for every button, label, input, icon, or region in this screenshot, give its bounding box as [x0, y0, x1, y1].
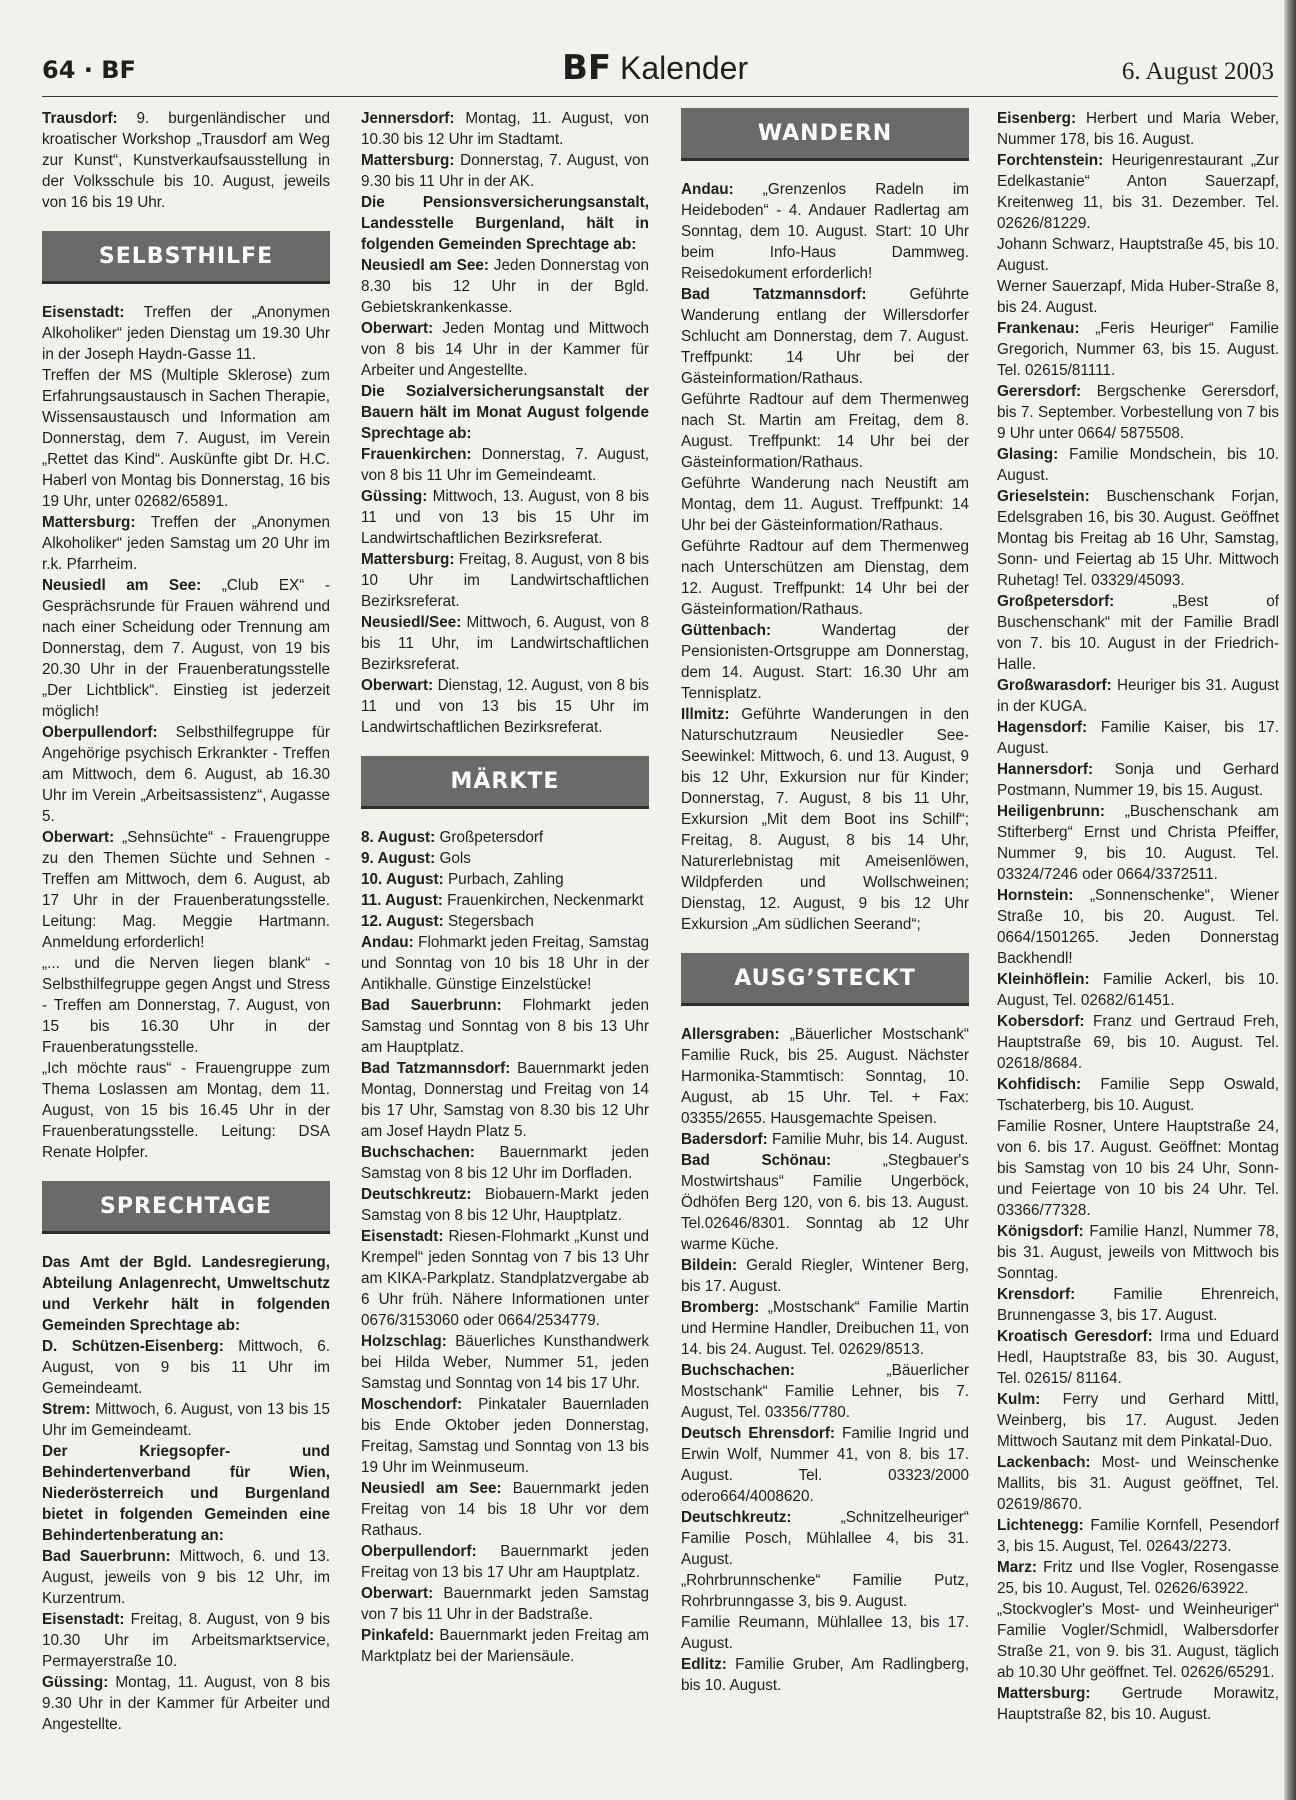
entry-text: „Mostschank“ Familie Martin und Hermine Handler, Dreibuchen 11, von 14. bis 24. August. Tel. 02629/8513.	[681, 1299, 969, 1358]
entry-text: Familie Muhr, bis 14. August.	[767, 1131, 969, 1148]
entry-place: Buchschachen:	[681, 1362, 795, 1379]
entry-place: Deutschkreutz:	[681, 1509, 792, 1526]
listing-entry	[681, 473, 969, 536]
listing-entry	[997, 759, 1279, 801]
entry-text: Familie Kaiser, bis 17. August.	[997, 719, 1279, 757]
section-intro: Das Amt der Bgld. Landesregierung, Abteilung Anlagenrecht, Umweltschutz und Verkehr hält in folgenden Gemeinden Sprechtage ab:	[42, 1254, 330, 1334]
listing-entry	[361, 444, 649, 486]
listing-entry	[997, 969, 1279, 1011]
entry-text: Montag, 11. August, von 10.30 bis 12 Uhr im Stadtamt.	[361, 110, 649, 148]
entry-text: Bäuerliches Kunsthandwerk bei Hilda Weber, Nummer 51, jeden Samstag und Sonntag von 14 bis 17 Uhr.	[361, 1333, 649, 1392]
listing-entry	[361, 932, 649, 995]
entry-text: Sonja und Gerhard Postmann, Nummer 19, bis 15. August.	[997, 761, 1279, 799]
entry-place: Neusiedl/See:	[361, 614, 462, 631]
listing-entry	[42, 1546, 330, 1609]
entry-place: Andau:	[681, 181, 734, 198]
listing-entry	[42, 722, 330, 827]
issue-date: 6. August 2003	[1121, 58, 1274, 85]
entry-place: Großpetersdorf:	[997, 593, 1115, 610]
listing-entry	[42, 108, 330, 213]
entry-place: Illmitz:	[681, 706, 730, 723]
entry-place: 12. August:	[361, 913, 444, 930]
listing-entry	[997, 444, 1279, 486]
entry-text: „Stegbauer's Mostwirtshaus“ Familie Ungerböck, Ödhöfen Berg 120, von 6. bis 13. August. Tel.02646/8301. Sonntag ab 12 Uhr warme Küche.	[681, 1152, 969, 1253]
listing-entry	[361, 675, 649, 738]
entry-text: Treffen der „Anonymen Alkoholiker“ jeden Samstag um 20 Uhr im r.k. Pfarrheim.	[42, 514, 330, 573]
listing-entry	[997, 1683, 1279, 1725]
listing-entry	[997, 801, 1279, 885]
entry-place: Kobersdorf:	[997, 1013, 1085, 1030]
listing-entry	[681, 1507, 969, 1570]
entry-text: Werner Sauerzapf, Mida Huber-Straße 8, bis 24. August.	[997, 278, 1279, 316]
entry-text: „Buschenschank am Stifterberg“ Ernst und Christa Pfeiffer, Nummer 9, bis 10. August. Tel. 03324/7246 oder 0664/3372511.	[997, 803, 1279, 883]
listing-entry	[361, 108, 649, 150]
entry-place: Güttenbach:	[681, 622, 772, 639]
entry-place: Glasing:	[997, 446, 1059, 463]
entry-place: Frankenau:	[997, 320, 1080, 337]
column-1	[42, 108, 330, 1735]
listing-entry	[681, 1423, 969, 1507]
entry-text: Familie Mondschein, bis 10. August.	[997, 446, 1279, 484]
listing-entry	[997, 1452, 1279, 1515]
entry-text: Frauenkirchen, Neckenmarkt	[442, 892, 644, 909]
entry-text: Geführte Radtour auf dem Thermenweg nach Unterschützen am Dienstag, dem 12. August. Treffpunkt: 14 Uhr bei der Gästeinformation/Rathaus.	[681, 538, 969, 618]
listing-entry	[361, 1583, 649, 1625]
entry-text: Familie Ehrenreich, Brunnengasse 3, bis 17. August.	[997, 1286, 1279, 1324]
entry-text: „... und die Nerven liegen blank“ - Selbsthilfegruppe gegen Angst und Stress - Treffen am Donnerstag, 7. August, von 15 bis 16.30 Uhr in der Frauenberatungsstelle.	[42, 955, 330, 1056]
entry-text: Bauernmarkt jeden Samstag von 7 bis 11 Uhr in der Badstraße.	[361, 1585, 649, 1623]
column-4	[997, 108, 1279, 1725]
listing-entry	[361, 869, 649, 890]
listing-entry	[997, 1326, 1279, 1389]
page-number: 64 · BF	[42, 56, 136, 84]
entry-text: Mittwoch, 6. August, von 8 bis 11 Uhr, im Landwirtschaftlichen Bezirksreferat.	[361, 614, 649, 673]
entry-place: Bad Schönau:	[681, 1152, 832, 1169]
listing-entry	[997, 885, 1279, 969]
listing-entry	[681, 1150, 969, 1255]
listing-entry	[997, 1389, 1279, 1452]
entry-text: Jeden Donnerstag von 8.30 bis 12 Uhr in der Bgld. Gebietskrankenkasse.	[361, 257, 649, 316]
entry-place: Trausdorf:	[42, 110, 118, 127]
entry-place: Deutsch Ehrensdorf:	[681, 1425, 836, 1442]
entry-text: Treffen der „Anonymen Alkoholiker“ jeden Dienstag um 19.30 Uhr in der Joseph Haydn-Gasse 11.	[42, 304, 330, 363]
entry-text: Riesen-Flohmarkt „Kunst und Krempel“ jeden Sonntag von 7 bis 13 Uhr am KIKA-Parkplatz. Standplatzvergabe ab 6 Uhr früh. Nähere Informationen unter 0676/3153060 oder 0664/2534779.	[361, 1228, 649, 1329]
listing-entry	[681, 1024, 969, 1129]
listing-entry	[681, 620, 969, 704]
entry-place: Frauenkirchen:	[361, 446, 472, 463]
listing-entry	[42, 1399, 330, 1441]
entry-text: Montag, 11. August, von 8 bis 9.30 Uhr in der Kammer für Arbeiter und Angestellte.	[42, 1674, 330, 1733]
entry-place: Mattersburg:	[42, 514, 136, 531]
entry-place: Großwarasdorf:	[997, 677, 1112, 694]
entry-place: Güssing:	[42, 1674, 109, 1691]
entry-text: Familie Rosner, Untere Hauptstraße 24, von 6. bis 17. August. Geöffnet: Montag bis Samstag von 10 bis 24 Uhr, Sonn- und Feiertage von 10 bis 24 Uhr. Tel. 03366/77328.	[997, 1118, 1279, 1219]
entry-text: Familie Ackerl, bis 10. August, Tel. 02682/61451.	[997, 971, 1279, 1009]
entry-text: Familie Gruber, Am Radlingberg, bis 10. August.	[681, 1656, 969, 1694]
entry-place: Mattersburg:	[361, 152, 455, 169]
entry-text: „Ich möchte raus“ - Frauengruppe zum Thema Loslassen am Montag, dem 11. August, von 15 bis 16.45 Uhr in der Frauenberatungsstelle. Leitung: DSA Renate Holpfer.	[42, 1060, 330, 1161]
entry-text: Bauernmarkt jeden Montag, Donnerstag und Freitag von 14 bis 17 Uhr, Samstag von 8.30 bis 12 Uhr am Josef Haydn Platz 5.	[361, 1060, 649, 1140]
entry-text: Mittwoch, 13. August, von 8 bis 11 und von 13 bis 15 Uhr im Landwirtschaftlichen Bezirksreferat.	[361, 488, 649, 547]
entry-text: „Club EX“ - Gesprächsrunde für Frauen während und nach einer Scheidung oder Trennung am Donnerstag, dem 7. August, von 19 bis 20.30 Uhr in der Frauenberatungsstelle „Der Lichtblick“. Einstieg ist jederzeit möglich!	[42, 577, 330, 720]
entry-place: Oberpullendorf:	[361, 1543, 477, 1560]
entry-place: Allersgraben:	[681, 1026, 780, 1043]
page-edge-shadow	[1284, 0, 1296, 1800]
entry-place: Hagensdorf:	[997, 719, 1088, 736]
entry-text: Familie Sepp Oswald, Tschaterberg, bis 10. August.	[997, 1076, 1279, 1114]
entry-place: Eisenstadt:	[42, 1611, 125, 1628]
listing-entry	[361, 1142, 649, 1184]
listing-entry	[361, 549, 649, 612]
entry-text: Familie Kornfell, Pesendorf 3, bis 15. August, Tel. 02643/2273.	[997, 1517, 1279, 1555]
listing-entry	[681, 536, 969, 620]
entry-text: Buschenschank Forjan, Edelsgraben 16, bis 30. August. Geöffnet Montag bis Freitag ab 16 Uhr, Samstag, Sonn- und Feiertag ab 15 Uhr. Mittwoch Ruhetag! Tel. 03329/45093.	[997, 488, 1279, 589]
listing-entry	[681, 284, 969, 389]
listing-entry	[681, 179, 969, 284]
listing-entry	[361, 1184, 649, 1226]
listing-entry	[42, 512, 330, 575]
section-name: Kalender	[620, 50, 749, 86]
section-banner: SELBSTHILFE	[42, 231, 330, 284]
entry-text: „Schnitzelheuriger“ Familie Posch, Mühlallee 4, bis 31. August.	[681, 1509, 969, 1568]
entry-place: Jennersdorf:	[361, 110, 455, 127]
entry-place: Bad Tatzmannsdorf:	[361, 1060, 511, 1077]
listing-entry	[681, 1129, 969, 1150]
entry-text: Familie Hanzl, Nummer 78, bis 31. August, jeweils von Mittwoch bis Sonntag.	[997, 1223, 1279, 1282]
entry-text: Familie Reumann, Mühlallee 13, bis 17. August.	[681, 1614, 969, 1652]
entry-place: Gerersdorf:	[997, 383, 1082, 400]
entry-text: „Bäuerlicher Mostschank“ Familie Lehner, bis 7. August, Tel. 03356/7780.	[681, 1362, 969, 1421]
listing-entry	[681, 1255, 969, 1297]
listing-entry	[361, 827, 649, 848]
listing-entry	[681, 1612, 969, 1654]
entry-place: Güssing:	[361, 488, 428, 505]
section-intro: Die Pensionsversicherungsanstalt, Landesstelle Burgenland, hält in folgenden Gemeinden Sprechtage ab:	[361, 194, 649, 253]
entry-place: Bromberg:	[681, 1299, 760, 1316]
listing-entry	[42, 1672, 330, 1735]
entry-text: Heurigenrestaurant „Zur Edelkastanie“ Anton Sauerzapf, Kreitenweg 11, bis 31. Dezember. Tel. 02626/81229.	[997, 152, 1279, 232]
entry-text: 9. burgenländischer und kroatischer Workshop „Trausdorf am Weg zur Kunst“, Kunstverkaufsausstellung in der Volksschule bis 10. August, jeweils von 16 bis 19 Uhr.	[42, 110, 330, 211]
entry-text: Pinkataler Bauernladen bis Ende Oktober jeden Donnerstag, Freitag, Samstag und Sonntag von 13 bis 19 Uhr im Weinmuseum.	[361, 1396, 649, 1476]
section-title	[562, 48, 748, 88]
entry-place: Andau:	[361, 934, 414, 951]
entry-text: Mittwoch, 6. August, von 9 bis 11 Uhr im Gemeindeamt.	[42, 1338, 331, 1397]
entry-text: Bauernmarkt jeden Freitag am Marktplatz bei der Mariensäule.	[361, 1627, 649, 1665]
listing-entry	[997, 1599, 1279, 1683]
entry-place: Mattersburg:	[997, 1685, 1091, 1702]
entry-text: Biobauern-Markt jeden Samstag von 8 bis 12 Uhr, Hauptplatz.	[361, 1186, 649, 1224]
entry-place: Eisenberg:	[997, 110, 1077, 127]
listing-entry	[997, 1116, 1279, 1221]
entry-text: „Rohrbrunnschenke“ Familie Putz, Rohrbrunngasse 3, bis 9. August.	[681, 1572, 969, 1610]
entry-place: Oberpullendorf:	[42, 724, 158, 741]
entry-place: Oberwart:	[361, 320, 434, 337]
listing-entry	[997, 1221, 1279, 1284]
listing-entry	[361, 486, 649, 549]
listing-entry	[42, 1336, 330, 1399]
listing-entry	[361, 1625, 649, 1667]
entry-text: „Best of Buschenschank“ mit der Familie Bradl von 7. bis 10. August in der Friedrich-Halle.	[997, 593, 1279, 673]
entry-text: Flohmarkt jeden Samstag und Sonntag von 8 bis 13 Uhr am Hauptplatz.	[361, 997, 649, 1056]
listing-entry	[42, 827, 330, 953]
listing-entry	[361, 318, 649, 381]
listing-entry	[997, 1515, 1279, 1557]
entry-text: „Feris Heuriger“ Familie Gregorich, Nummer 63, bis 15. August. Tel. 02615/81111.	[997, 320, 1279, 379]
entry-place: Krensdorf:	[997, 1286, 1076, 1303]
entry-place: 10. August:	[361, 871, 444, 888]
entry-place: Buchschachen:	[361, 1144, 475, 1161]
listing-entry	[997, 591, 1279, 675]
entry-place: Heiligenbrunn:	[997, 803, 1105, 820]
listing-entry	[42, 575, 330, 722]
entry-place: Neusiedl am See:	[361, 1480, 502, 1497]
listing-entry	[997, 108, 1279, 150]
entry-place: Oberwart:	[42, 829, 115, 846]
listing-entry	[997, 486, 1279, 591]
entry-text: Irma und Eduard Hedl, Hauptstraße 83, bis 30. August, Tel. 02615/ 81164.	[997, 1328, 1279, 1387]
entry-place: Grieselstein:	[997, 488, 1090, 505]
page-header	[42, 48, 1278, 97]
entry-text: Freitag, 8. August, von 9 bis 10.30 Uhr im Arbeitsmarktservice, Permayerstraße 10.	[42, 1611, 330, 1670]
entry-text: Gols	[435, 850, 471, 867]
listing-entry	[681, 1654, 969, 1696]
entry-text: „Stockvogler's Most- und Weinheuriger“ Familie Vogler/Schmidl, Walbersdorfer Straße 21, von 9. bis 31. August, täglich ab 10.30 Uhr geöffnet. Tel. 02626/65291.	[997, 1601, 1279, 1681]
column-3	[681, 108, 969, 1696]
entry-text: Treffen der MS (Multiple Sklerose) zum Erfahrungsaustausch in Sachen Therapie, Wissensaustausch und Information am Donnerstag, dem 7. August, im Verein „Rettet das Kind“. Auskünfte gibt Dr. H.C. Haberl von Montag bis Donnerstag, 16 bis 19 Uhr, unter 02682/65891.	[42, 367, 330, 510]
entry-place: Eisenstadt:	[42, 304, 125, 321]
entry-place: Kroatisch Geresdorf:	[997, 1328, 1153, 1345]
entry-place: Bad Sauerbrunn:	[42, 1548, 171, 1565]
listing-entry	[997, 1557, 1279, 1599]
entry-place: Strem:	[42, 1401, 91, 1418]
listing-entry	[997, 1074, 1279, 1116]
section-banner: AUSG’STECKT	[681, 953, 969, 1006]
entry-place: 9. August:	[361, 850, 436, 867]
entry-text: „Sehnsüchte“ - Frauengruppe zu den Themen Süchte und Sehnen - Treffen am Mittwoch, dem 6. August, ab 17 Uhr in der Frauenberatungsstelle. Leitung: Mag. Meggie Hartmann. Anmeldung erforderlich!	[42, 829, 330, 951]
entry-place: Badersdorf:	[681, 1131, 768, 1148]
listing-entry	[681, 1570, 969, 1612]
listing-entry	[361, 612, 649, 675]
entry-text: Geführte Radtour auf dem Thermenweg nach St. Martin am Freitag, dem 8. August. Treffpunkt: 14 Uhr bei der Gästeinformation/Rathaus.	[681, 391, 969, 471]
entry-place: Bad Tatzmannsdorf:	[681, 286, 867, 303]
listing-entry	[997, 717, 1279, 759]
section-intro: Der Kriegsopfer- und Behindertenverband für Wien, Niederösterreich und Burgenland bietet in folgenden Gemeinden eine Behindertenberatung an:	[42, 1443, 330, 1544]
column-2	[361, 108, 649, 1667]
listing-entry	[997, 234, 1279, 276]
entry-place: Bildein:	[681, 1257, 738, 1274]
entry-text: Bauernmarkt jeden Freitag von 13 bis 17 Uhr am Hauptplatz.	[361, 1543, 649, 1581]
entry-text: Gerald Riegler, Wintener Berg, bis 17. August.	[681, 1257, 969, 1295]
entry-text: Mittwoch, 6. August, von 13 bis 15 Uhr im Gemeindeamt.	[42, 1401, 330, 1439]
entry-text: „Grenzenlos Radeln im Heideboden“ - 4. Andauer Radlertag am Sonntag, dem 10. August. Start: 10 Uhr beim Info-Haus Dammweg. Reisedokument erforderlich!	[681, 181, 969, 282]
entry-place: Bad Sauerbrunn:	[361, 997, 502, 1014]
entry-text: Geführte Wanderungen in den Naturschutzraum Neusiedler See-Seewinkel: Mittwoch, 6. und 13. August, 9 bis 12 Uhr, Exkursion nur für Kinder; Donnerstag, 7. August, 8 bis 11 Uhr, Exkursion „Mit dem Boot ins Schilf“; Freitag, 8. August, 8 bis 14 Uhr, Naturerlebnistag mit Ameisenlöwen, Wildpferden und Wollschweinen; Dienstag, 12. August, 9 bis 12 Uhr Exkursion „Am südlichen Seerand“;	[681, 706, 969, 933]
entry-place: Neusiedl am See:	[361, 257, 489, 274]
listing-entry	[681, 1297, 969, 1360]
entry-place: Deutschkreutz:	[361, 1186, 472, 1203]
entry-place: Oberwart:	[361, 1585, 434, 1602]
listing-entry	[361, 1331, 649, 1394]
listing-entry	[361, 995, 649, 1058]
entry-text: Freitag, 8. August, von 8 bis 10 Uhr im Landwirtschaftlichen Bezirksreferat.	[361, 551, 649, 610]
entry-text: Großpetersdorf	[435, 829, 544, 846]
entry-text: Herbert und Maria Weber, Nummer 178, bis 16. August.	[997, 110, 1279, 148]
section-banner: MÄRKTE	[361, 756, 649, 809]
listing-entry	[997, 1284, 1279, 1326]
entry-text: Bauernmarkt jeden Samstag von 8 bis 12 Uhr im Dorfladen.	[361, 1144, 649, 1182]
entry-place: Königsdorf:	[997, 1223, 1084, 1240]
section-intro: Die Sozialversicherungsanstalt der Bauern hält im Monat August folgende Sprechtage ab:	[361, 383, 649, 442]
entry-place: Eisenstadt:	[361, 1228, 444, 1245]
listing-entry	[361, 1478, 649, 1541]
entry-place: Holzschlag:	[361, 1333, 447, 1350]
entry-place: Kleinhöflein:	[997, 971, 1090, 988]
listing-entry	[997, 381, 1279, 444]
listing-entry	[361, 1058, 649, 1142]
listing-entry	[361, 1541, 649, 1583]
entry-text: Flohmarkt jeden Freitag, Samstag und Sonntag von 10 bis 18 Uhr in der Antikhalle. Günstige Einzelstücke!	[361, 934, 649, 993]
listing-entry	[42, 302, 330, 365]
listing-entry	[361, 890, 649, 911]
entry-text: Purbach, Zahling	[443, 871, 564, 888]
entry-text: Fritz und Ilse Vogler, Rosengasse 25, bis 10. August, Tel. 02626/63922.	[997, 1559, 1279, 1597]
entry-place: Neusiedl am See:	[42, 577, 202, 594]
listing-entry	[681, 389, 969, 473]
entry-text: Stegersbach	[443, 913, 534, 930]
entry-place: Lackenbach:	[997, 1454, 1091, 1471]
entry-text: Familie Ingrid und Erwin Wolf, Nummer 41, von 8. bis 17. August. Tel. 03323/2000 odero664/4008620.	[681, 1425, 969, 1505]
entry-place: 8. August:	[361, 829, 436, 846]
entry-text: Wandertag der Pensionisten-Ortsgruppe am Donnerstag, dem 14. August. Start: 16.30 Uhr am Tennisplatz.	[681, 622, 969, 702]
section-banner: SPRECHTAGE	[42, 1181, 330, 1234]
entry-text: Bergschenke Gerersdorf, bis 7. September. Vorbestellung von 7 bis 9 Uhr unter 0664/ 5875508.	[997, 383, 1279, 442]
entry-place: Lichtenegg:	[997, 1517, 1084, 1534]
entry-place: Mattersburg:	[361, 551, 455, 568]
listing-entry	[997, 150, 1279, 234]
listing-entry	[997, 276, 1279, 318]
listing-entry	[997, 318, 1279, 381]
entry-text: Dienstag, 12. August, von 8 bis 11 und von 13 bis 15 Uhr im Landwirtschaftlichen Bezirksreferat.	[361, 677, 649, 736]
entry-text: Geführte Wanderung entlang der Willersdorfer Schlucht am Donnerstag, dem 7. August. Treffpunkt: 14 Uhr bei der Gästeinformation/Rathaus.	[681, 286, 969, 387]
entry-place: Moschendorf:	[361, 1396, 463, 1413]
entry-place: 11. August:	[361, 892, 443, 909]
listing-entry	[361, 255, 649, 318]
listing-entry	[42, 1058, 330, 1163]
entry-text: „Bäuerlicher Mostschank“ Familie Ruck, bis 25. August. Nächster Harmonika-Stammtisch: Sonntag, 10. August, ab 15 Uhr. Tel. + Fax: 03355/2655. Hausgemachte Speisen.	[681, 1026, 969, 1127]
entry-place: Forchtenstein:	[997, 152, 1104, 169]
entry-place: Marz:	[997, 1559, 1037, 1576]
entry-place: Pinkafeld:	[361, 1627, 435, 1644]
listing-entry	[997, 675, 1279, 717]
listing-entry	[361, 848, 649, 869]
entry-text: Most- und Weinschenke Mallits, bis 31. August geöffnet, Tel. 02619/8670.	[997, 1454, 1279, 1513]
listing-entry	[361, 1394, 649, 1478]
entry-place: Hannersdorf:	[997, 761, 1094, 778]
listing-entry	[681, 704, 969, 935]
entry-text: Franz und Gertraud Freh, Hauptstraße 69, bis 10. August. Tel. 02618/8684.	[997, 1013, 1279, 1072]
entry-place: Hornstein:	[997, 887, 1074, 904]
entry-place: Kulm:	[997, 1391, 1041, 1408]
entry-text: Donnerstag, 7. August, von 8 bis 11 Uhr im Gemeindeamt.	[361, 446, 649, 484]
entry-place: D. Schützen-Eisenberg:	[42, 1338, 224, 1355]
entry-text: Mittwoch, 6. und 13. August, jeweils von 9 bis 12 Uhr, im Kurzentrum.	[42, 1548, 330, 1607]
section-banner: WANDERN	[681, 108, 969, 161]
entry-text: Geführte Wanderung nach Neustift am Montag, dem 11. August. Treffpunkt: 14 Uhr bei der Gästeinformation/Rathaus.	[681, 475, 969, 534]
listing-entry	[42, 953, 330, 1058]
listing-entry	[361, 911, 649, 932]
entry-text: Donnerstag, 7. August, von 9.30 bis 11 Uhr in der AK.	[361, 152, 649, 190]
entry-text: „Sonnenschenke“, Wiener Straße 10, bis 20. August. Tel. 0664/1501265. Jeden Donnerstag Backhendl!	[997, 887, 1279, 967]
listing-entry	[42, 1609, 330, 1672]
entry-text: Johann Schwarz, Hauptstraße 45, bis 10. August.	[997, 236, 1279, 274]
entry-text: Selbsthilfegruppe für Angehörige psychisch Erkrankter - Treffen am Mittwoch, dem 6. August, ab 16.30 Uhr im Verein „Arbeitsassistenz“, Augasse 5.	[42, 724, 330, 825]
listing-entry	[361, 150, 649, 192]
entry-text: Heuriger bis 31. August in der KUGA.	[997, 677, 1279, 715]
listing-entry	[361, 1226, 649, 1331]
entry-text: Gertrude Morawitz, Hauptstraße 82, bis 10. August.	[997, 1685, 1279, 1723]
listing-entry	[42, 365, 330, 512]
entry-place: Edlitz:	[681, 1656, 727, 1673]
brand-logo: BF	[562, 48, 612, 88]
entry-place: Oberwart:	[361, 677, 434, 694]
entry-text: Ferry und Gerhard Mittl, Weinberg, bis 17. August. Jeden Mittwoch Sautanz mit dem Pinkatal-Duo.	[997, 1391, 1279, 1450]
listing-entry	[997, 1011, 1279, 1074]
entry-place: Kohfidisch:	[997, 1076, 1082, 1093]
listing-entry	[681, 1360, 969, 1423]
entry-text: Jeden Montag und Mittwoch von 8 bis 14 Uhr in der Kammer für Arbeiter und Angestellte.	[361, 320, 649, 379]
entry-text: Bauernmarkt jeden Freitag von 14 bis 18 Uhr vor dem Rathaus.	[361, 1480, 649, 1539]
